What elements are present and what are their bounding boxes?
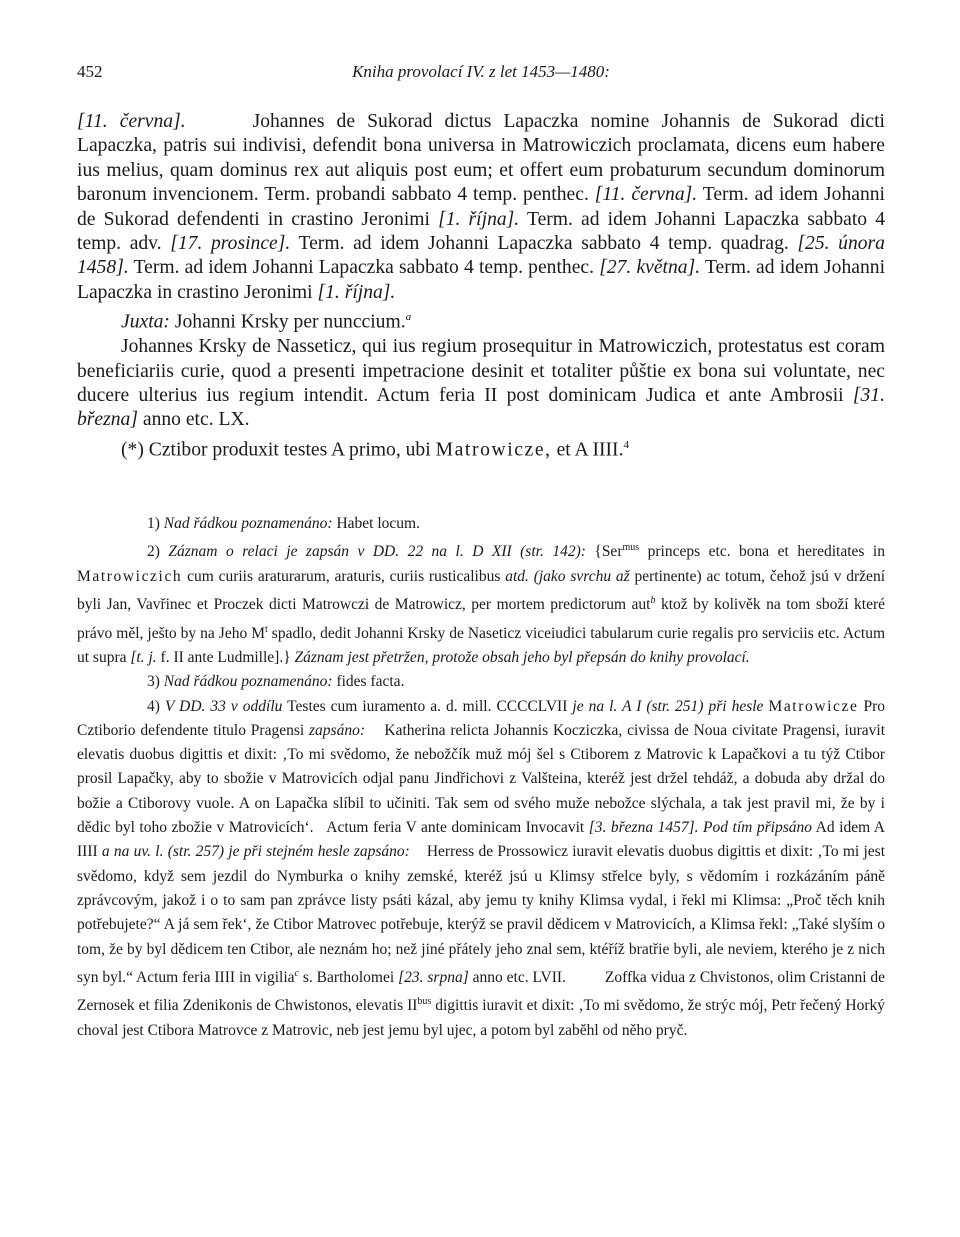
footnote-text: pertinente) ac totum, čehož jsú v držení byli Jan, Vavřinec et Proczek dicti Matrowczi de Matrowicz, per mortem predictorum aut [77,567,885,614]
paragraph-text: Term. ad idem Johanni Lapaczka sabbato 4 temp. penthec. [133,257,595,279]
paragraph-text: Term. ad idem Johanni Lapaczka sabbato 4 temp. quadrag. [298,233,789,255]
footnote-italic: a na uv. l. (str. 257) je při stejném hesle zapsáno: [101,843,410,861]
footnote-italic: Nad řádkou poznamenáno: [163,515,333,532]
footnote-text: spadlo, dedit Johanni Krsky de Naseticz viceiudici tabularum curie regalis pro serviciis etc. Actum ut supra [77,624,886,666]
footnote-italic: Záznam o relaci je zapsán v DD. 22 na l. D XII (str. 142): [168,543,586,561]
footnote-italic: [t. j. [130,648,157,666]
footnote-text: digittis iuravit et dixit: ‚To mi svědomo, že strýc mój, Petr řečený Horký choval jest Ctibora Matrovce z Matrovic, neb jest jemu byl ujec, a potom byl zaběhl od něho pryč. [77,997,886,1039]
date-bracket: [1. října]. [438,208,520,230]
page-number: 452 [77,62,103,81]
paragraph-text: Term. ad idem Johanni Lapaczka sabbato 4 temp. adv. [77,208,886,255]
footnote-italic: Záznam jest přetržen, protože obsah jeho byl přepsán do knihy provolací. [294,648,750,666]
juxta-line [77,305,885,335]
footnote-text: fides facta. [336,673,405,691]
date-bracket: [17. prosince]. [170,233,291,255]
paragraph-krsky [77,335,885,433]
date-bracket: [27. května]. [599,257,701,279]
paragraph-text: Johannes Krsky de Nasseticz, qui ius regium prosequitur in Matrowiczich, protestatus est coram beneficiariis curie, quod a presenti impetracione desinit et totaliter půštie ex bona sui voluntate, nec ducere ulterius ius regium intendit. Actum feria II post dominicam Judica et ante Ambrosii [77,336,885,406]
footnote-text: Ad idem A IIII [77,819,885,861]
footnote-text: Katherina relicta Johannis Kocziczka, civissa de Noua civitate Pragensi, iuravit elevatis duobus digittis et dixit: ‚To mi svědomo, že nebožčík muž mój šel s Ctiborem z Matrovic k Lapačkovi a tu týž Ctibor prosil Lapačky, aby to sbožie v Matrovicích odjal panu Jindřichovi z Valšteina, kteréž jest držel tehdáž, a dobuda aby držal do božie a Ctiborovy vuole. A on Lapačka slíbil to učiniti. Tak sem od svého muže nebožce slýchala, a tak jest pravil mi, že by i dědic byl toho zbožie v Matrovicích‘. [77,721,886,837]
footnote-italic: Nad řádkou poznamenáno: [163,673,333,691]
footnote-number: 3) [147,673,160,691]
footnote-text: Zoffka vidua z Chvistonos, olim Cristanni de Zernosek et filia Zdenikonis de Chwistonos, elevatis II [77,968,886,1015]
footnote-mark: c [294,967,299,979]
footnote-mark: b [650,595,656,607]
footnote-italic: V DD. 33 v oddílu [164,697,283,715]
footnote-text: s. Bartholomei [302,968,395,986]
footnote-3 [77,670,885,694]
footnote-mark: a [405,311,412,324]
footnote-italic: je na l. A I (str. 251) při hesle [572,697,764,715]
paragraph-sukorad [77,110,885,305]
superscript: t [265,623,268,635]
date-bracket: [31. března] [77,385,885,431]
paragraph-text: (*) Cztibor produxit testes A primo, ubi [121,439,431,461]
paragraph-text: Johannes de Sukorad dictus Lapaczka nomine Johannis de Sukorad dicti Lapaczka, patris sui indivisi, defendit bona universa in Matrowiczich proclamata, dicens eum habere ius melius, quam dominus rex aut aliquis post eum; et offert eum probaturum secundum dominorum baronum invencionem. Term. probandi sabbato 4 temp. penthec. [77,111,885,206]
footnote-text: Testes cum iuramento a. d. mill. CCCCLVII [287,697,568,715]
footnote-mark: 4 [623,438,629,451]
superscript: mus [622,542,640,554]
footnote-number: 1) [147,515,160,532]
footnote-text: anno etc. LVII. [472,968,566,986]
footnote-4 [77,695,885,1043]
place-name: Matrowiczich [77,567,183,585]
footnote-italic: atd. [505,567,529,585]
footnote-italic: [23. srpna] [398,968,469,986]
paragraph-text: anno etc. LX. [142,409,250,431]
juxta-text: Johanni Krsky per nunccium. [174,311,406,333]
date-bracket: [1. října]. [317,281,396,303]
footnote-italic: zapsáno: [309,721,365,739]
footnote-text: Actum feria V ante dominicam Invocavit [326,819,585,837]
footnote-text: Herress de Prossowicz iuravit elevatis duobus digittis et dixit: ‚To mi jest svědomo, když sem jezdil do Nymburka o knihy zemské, kteréž jsú u Klimsy střelce byly, s vědomím i rozkázáním páně zprávcovým, jakož i o to sam pan zprávce listy psáti kázal, aby jemu ty knihy Klimsa vydal, i řekl mi Klimsa: „Proč těch knih potřebujete?“ A já sem řek‘, že Ctibor Matrovec potřebuje, kterýž se pravil dědicem v Matrovicích, a Klimsa řekl: „Také slyším o tom, že by byl dědicem ten Ctibor, ale neznám ho; než jiné přátely jeho znal sem, ktéříž bratřie byli, ale neviem, kterého je z nich syn byl.“ Actum feria IIII in vigilia [77,843,885,986]
footnote-text: ktož by kolivěk na tom sboží které právo měl, ješto by na Jeho M [77,596,886,642]
footnote-italic: [3. března 1457]. Pod tím připsáno [588,819,812,837]
footnote-1 [77,512,885,536]
footnote-text: Habet locum. [336,515,420,532]
running-title: Kniha provolací IV. z let 1453—1480: [352,62,610,81]
paragraph-cztibor [77,433,885,463]
footnotes [77,512,885,1043]
footnote-italic: (jako svrchu až [533,567,630,585]
footnote-number: 2) [147,543,160,561]
place-name: Matrowicze [768,697,859,715]
page-header [77,62,885,88]
main-text [77,110,885,463]
date-bracket: [25. února 1458]. [77,233,885,279]
footnote-text: cum curiis araturarum, araturis, curiis rusticalibus [187,567,501,585]
date-bracket: [11. června]. [77,111,186,132]
superscript: bus [417,996,432,1008]
footnote-text: {Ser [594,543,623,561]
footnote-text: princeps etc. bona et hereditates in [647,543,885,561]
paragraph-text: Term. ad idem Johanni Lapaczka in crastino Jeronimi [77,257,886,303]
paragraph-text: et A IIII. [556,439,624,461]
footnote-number: 4) [147,697,160,715]
footnote-2 [77,536,885,670]
juxta-label: Juxta: [121,311,170,333]
date-bracket: [11. června]. [594,184,698,206]
paragraph-text: Term. ad idem Johanni de Sukorad defendenti in crastino Jeronimi [77,184,885,230]
footnote-text: f. II ante Ludmille].} [160,648,291,666]
footnote-text: Pro Cztiborio defendente titulo Pragensi [77,697,886,739]
place-name: Matrowicze, [435,439,552,461]
